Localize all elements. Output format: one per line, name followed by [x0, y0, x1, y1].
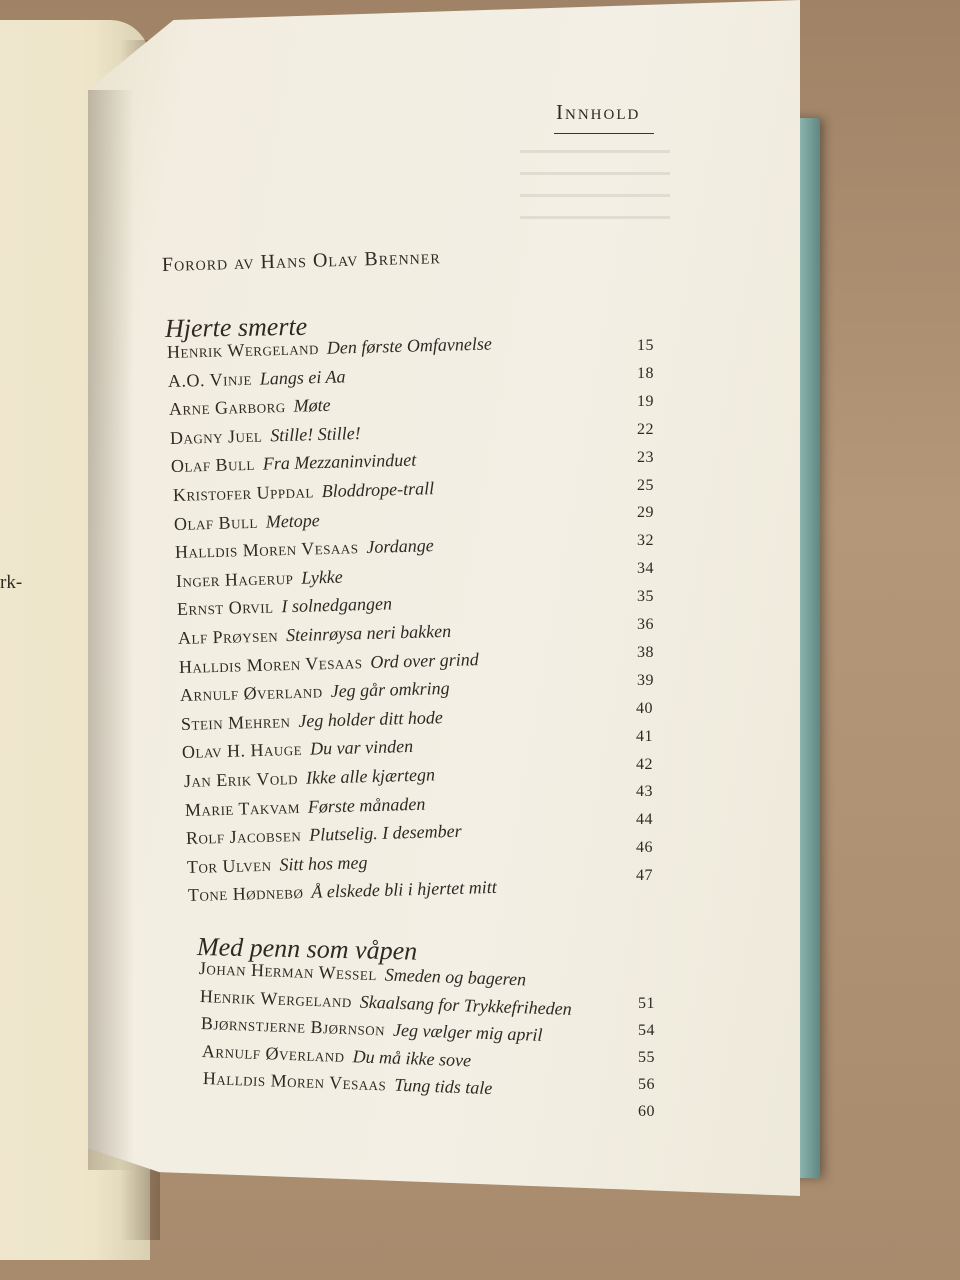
entry-poem-title: Jeg holder ditt hode: [298, 706, 444, 731]
entry-author: A.O. Vinje: [167, 368, 253, 391]
entry-author: Inger Hagerup: [175, 567, 294, 591]
page-number: 29: [637, 504, 654, 522]
page-number: 38: [637, 643, 654, 661]
running-header: Innhold: [556, 100, 641, 124]
page-number: 47: [636, 867, 653, 885]
entry-poem-title: Den første Omfavnelse: [326, 333, 493, 358]
toc-entry: [203, 1068, 493, 1099]
entry-author: Marie Takvam: [184, 796, 300, 820]
left-page-text-fragment: rk-: [0, 572, 23, 593]
toc-entry: [188, 877, 497, 906]
entry-poem-title: I solnedgangen: [281, 593, 393, 617]
entry-author: Olaf Bull: [171, 454, 256, 477]
page-number: 55: [638, 1048, 655, 1066]
entry-poem-title: Sitt hos meg: [279, 852, 368, 875]
page-number: 18: [637, 364, 654, 382]
entry-author: Johan Herman Wessel: [198, 958, 378, 985]
entry-poem-title: Ord over grind: [370, 648, 480, 672]
entry-author: Arnulf Øverland: [179, 681, 324, 706]
page-number: 22: [637, 420, 654, 438]
toc-entry: [176, 566, 343, 591]
entry-author: Arnulf Øverland: [201, 1040, 346, 1066]
entry-author: Halldis Moren Vesaas: [178, 651, 363, 677]
entry-author: Rolf Jacobsen: [185, 825, 302, 849]
page-number: 23: [637, 448, 654, 466]
toc-entry: [182, 736, 414, 763]
page-number: 19: [637, 392, 654, 410]
entry-poem-title: Tung tids tale: [394, 1074, 494, 1099]
entry-poem-title: Steinrøysa neri bakken: [285, 620, 452, 646]
entry-poem-title: Møte: [293, 394, 332, 416]
toc-entry: [174, 535, 433, 563]
entry-author: Bjørnstjerne Bjørnson: [200, 1013, 386, 1040]
entry-author: Jan Erik Vold: [183, 768, 298, 791]
entry-author: Olaf Bull: [173, 511, 258, 534]
page-number: 51: [638, 995, 655, 1012]
toc-entry: [181, 707, 443, 735]
entry-poem-title: Du må ikke sove: [352, 1045, 472, 1070]
entry-author: Ernst Orvil: [176, 596, 274, 620]
page-number: 43: [636, 783, 653, 801]
entry-poem-title: Du var vinden: [310, 736, 414, 760]
entry-author: Stein Mehren: [181, 710, 291, 734]
toc-entry: [168, 366, 346, 392]
toc-entry: [169, 395, 331, 420]
page-number: 60: [638, 1102, 655, 1120]
toc-entry: [178, 621, 452, 649]
entry-poem-title: Jeg vælger mig april: [392, 1019, 544, 1045]
entry-author: Halldis Moren Vesaas: [203, 1068, 388, 1095]
entry-author: Tone Hødnebø: [187, 882, 304, 906]
entry-author: Alf Prøysen: [177, 625, 279, 648]
foreword-entry: Forord av Hans Olav Brenner: [161, 246, 441, 276]
entry-poem-title: Langs ei Aa: [259, 365, 346, 389]
entry-author: Tor Ulven: [186, 854, 272, 877]
page-number: 34: [637, 560, 654, 578]
page-number: 39: [637, 671, 654, 689]
entry-author: Arne Garborg: [168, 396, 287, 420]
entry-poem-title: Smeden og bageren: [384, 964, 527, 990]
entry-poem-title: Plutselig. I desember: [308, 820, 462, 845]
section-title: Med penn som våpen: [196, 932, 418, 966]
entry-author: Henrik Wergeland: [166, 338, 320, 362]
entry-author: Dagny Juel: [170, 425, 263, 448]
entry-author: Halldis Moren Vesaas: [174, 537, 359, 563]
entry-poem-title: Å elskede bli i hjertet mitt: [310, 877, 497, 903]
entry-poem-title: Skaalsang for Trykkefriheden: [359, 991, 573, 1019]
page-number: 46: [636, 839, 653, 857]
toc-entry: [177, 594, 392, 621]
entry-poem-title: Jordange: [365, 535, 434, 558]
toc-entry: [173, 510, 319, 535]
toc-entry: [171, 450, 417, 477]
entry-author: Henrik Wergeland: [199, 985, 353, 1011]
page-number: 41: [636, 727, 653, 745]
page-number: 56: [638, 1075, 655, 1093]
entry-poem-title: Første månaden: [307, 793, 426, 817]
page-number: 40: [636, 699, 653, 717]
toc-entry: [170, 423, 361, 449]
page-number: 36: [637, 616, 654, 633]
toc-entry: [199, 958, 527, 990]
toc-entry: [183, 764, 434, 792]
toc-entry: [201, 1013, 543, 1046]
toc-entry: [180, 678, 450, 706]
toc-entry: [172, 478, 434, 506]
toc-entry: [187, 852, 368, 878]
page-number: 35: [637, 588, 654, 606]
toc-entry: [185, 821, 461, 849]
section-title: Hjerte smerte: [164, 311, 308, 343]
entry-poem-title: Ikke alle kjærtegn: [305, 764, 435, 788]
page-number: 15: [637, 337, 654, 354]
toc-entry: [179, 649, 479, 678]
entry-poem-title: Bloddrope-trall: [321, 478, 434, 502]
page-number: 54: [638, 1021, 655, 1039]
page-number: 32: [637, 532, 654, 550]
entry-author: Olav H. Hauge: [182, 739, 303, 763]
page-number: 25: [637, 476, 654, 494]
entry-poem-title: Metope: [265, 509, 320, 532]
page-number: 42: [636, 755, 653, 773]
entry-poem-title: Stille! Stille!: [270, 422, 362, 446]
entry-poem-title: Fra Mezzaninvinduet: [262, 449, 417, 474]
entry-author: Kristofer Uppdal: [172, 481, 314, 505]
entry-poem-title: Jeg går omkring: [330, 678, 451, 702]
toc-entry: [184, 793, 425, 820]
entry-poem-title: Lykke: [300, 566, 343, 588]
page-number: 44: [636, 811, 653, 829]
toc-entry: [202, 1041, 472, 1071]
